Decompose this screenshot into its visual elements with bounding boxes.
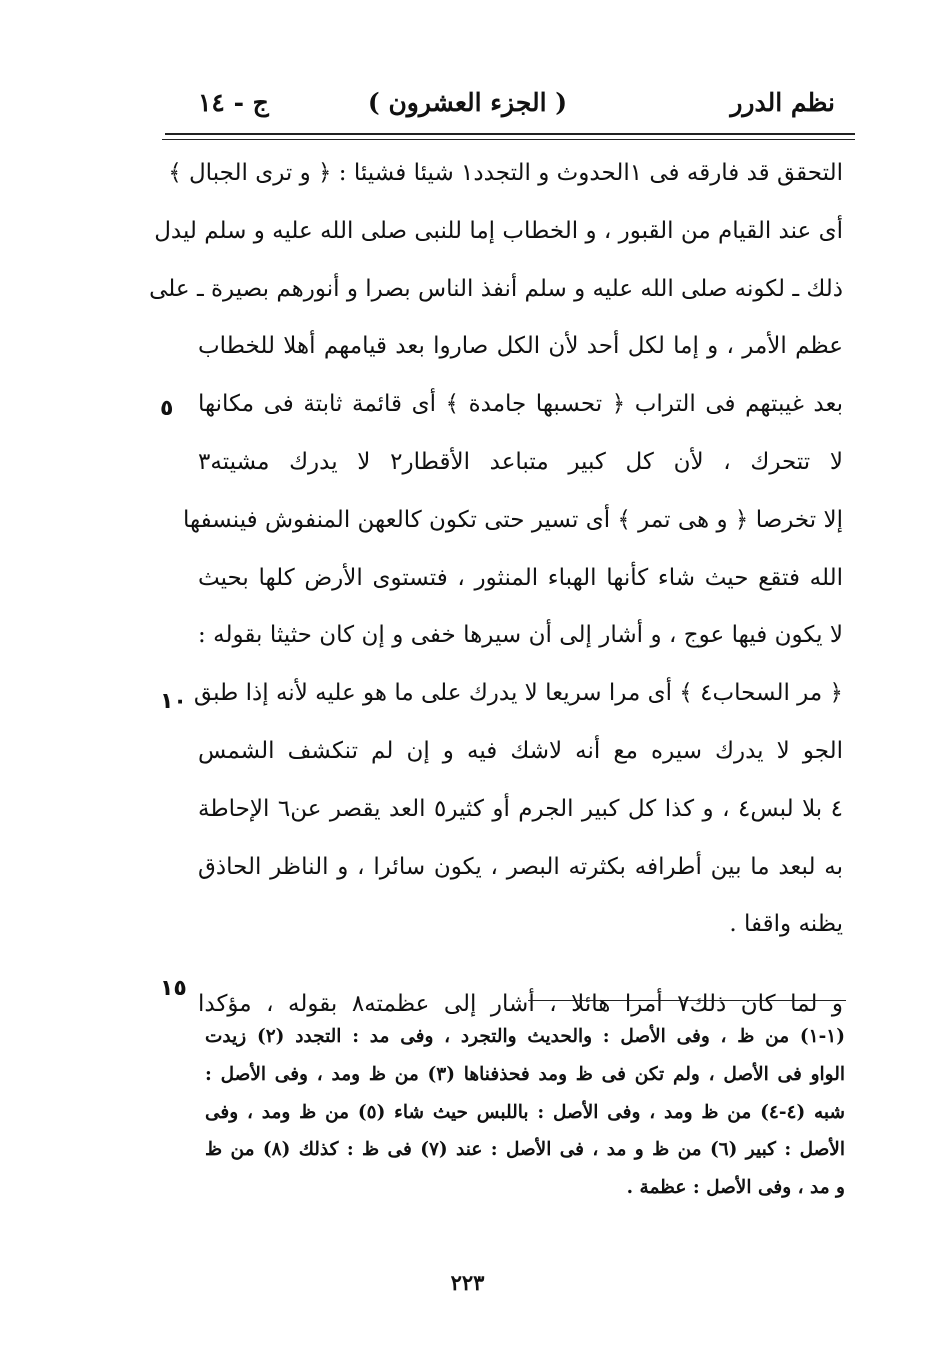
text-line: لا تتحرك ، لأن كل كبير متباعد الأقطار٢ لا يدرك مشيته٣ bbox=[198, 448, 843, 475]
footnote-line: (١-١) من ظ ، وفى الأصل : والحديث والتجرد ، وفى مد : التجدد (٢) زيدت bbox=[205, 1026, 845, 1047]
text-line: بعد غيبتهم فى التراب ﴿ تحسبها جامدة ﴾ أى قائمة ثابتة فى مكانها bbox=[198, 391, 843, 418]
header-rule-thin bbox=[162, 139, 855, 140]
text-line: لا يكون فيها عوج ، و أشار إلى أن سيرها خفى و إن كان حثيثا بقوله : bbox=[198, 622, 843, 649]
text-line: إلا تخرصا ﴿ و هى تمر ﴾ أى تسير حتى تكون كالعهن المنفوش فينسفها bbox=[183, 506, 843, 533]
header-rule bbox=[165, 133, 855, 135]
text-line: الجو لا يدرك سيره مع أنه لاشك فيه و إن لم تنكشف الشمس bbox=[198, 737, 843, 764]
footnote-line: الواو فى الأصل ، ولم تكن فى ظ ومد فحذفناها (٣) من ظ ومد ، وفى الأصل : bbox=[205, 1063, 845, 1085]
text-line: ﴿ مر السحاب٤ ﴾ أى مرا سريعا لا يدرك على ما هو عليه لأنه إذا طبق bbox=[193, 680, 843, 707]
text-line: التحقق قد فارقه فى ١الحدوث و التجدد١ شيئا فشيئا : ﴿ و ترى الجبال ﴾ bbox=[168, 160, 843, 186]
line-number-15: ١٥ bbox=[160, 976, 187, 1001]
footnote-line: شبه (٤-٤) من ظ ومد ، وفى الأصل : باللبس حيث شاء (٥) من ظ ومد ، وفى bbox=[205, 1101, 846, 1123]
line-number-10: ١٠ bbox=[160, 689, 187, 714]
text-line: ٤ بلا لبس٤ ، و كذا كل كبير الجرم أو كثير٥ العد يقصر عن٦ الإحاطة bbox=[198, 795, 844, 822]
text-line: عظم الأمر ، و إما لكل أحد لأن الكل صاروا بعد قيامهم أهلا للخطاب bbox=[198, 333, 843, 360]
text-line: و لما كان ذلك٧ أمرا هائلا ، أشار إلى عظمته٨ بقوله ، مؤكدا bbox=[198, 991, 843, 1018]
text-line: ذلك ـ لكونه صلى الله عليه و سلم أنفذ الناس بصرا و أنورهم بصيرة ـ على bbox=[149, 275, 843, 302]
text-line: يظنه واقفا . bbox=[729, 911, 843, 938]
footnotes bbox=[205, 1018, 845, 1207]
volume-number: ج - ١٤ bbox=[198, 88, 269, 117]
page-number: ٢٢٣ bbox=[450, 1270, 485, 1295]
text-line: أى عند القيام من القبور ، و الخطاب إما للنبى صلى الله عليه و سلم ليدل bbox=[154, 217, 843, 244]
book-title: نظم الدرر bbox=[730, 88, 835, 117]
line-number-5: ٥ bbox=[160, 396, 174, 421]
footnote-line: و مد ، وفى الأصل : عظمة . bbox=[626, 1177, 845, 1199]
footnote-rule bbox=[528, 1000, 846, 1001]
text-line: به لبعد ما بين أطرافه بكثرته البصر ، يكون سائرا ، و الناظر الحاذق bbox=[198, 853, 843, 880]
footnote-line: الأصل : كبير (٦) من ظ و مد ، فى الأصل : عند (٧) فى ظ : كذلك (٨) من ظ bbox=[205, 1139, 845, 1161]
part-title: ( الجزء العشرون ) bbox=[367, 88, 568, 117]
text-line: الله فتقع حيث شاء كأنها الهباء المنثور ، فتستوى الأرض كلها بحيث bbox=[198, 564, 843, 591]
